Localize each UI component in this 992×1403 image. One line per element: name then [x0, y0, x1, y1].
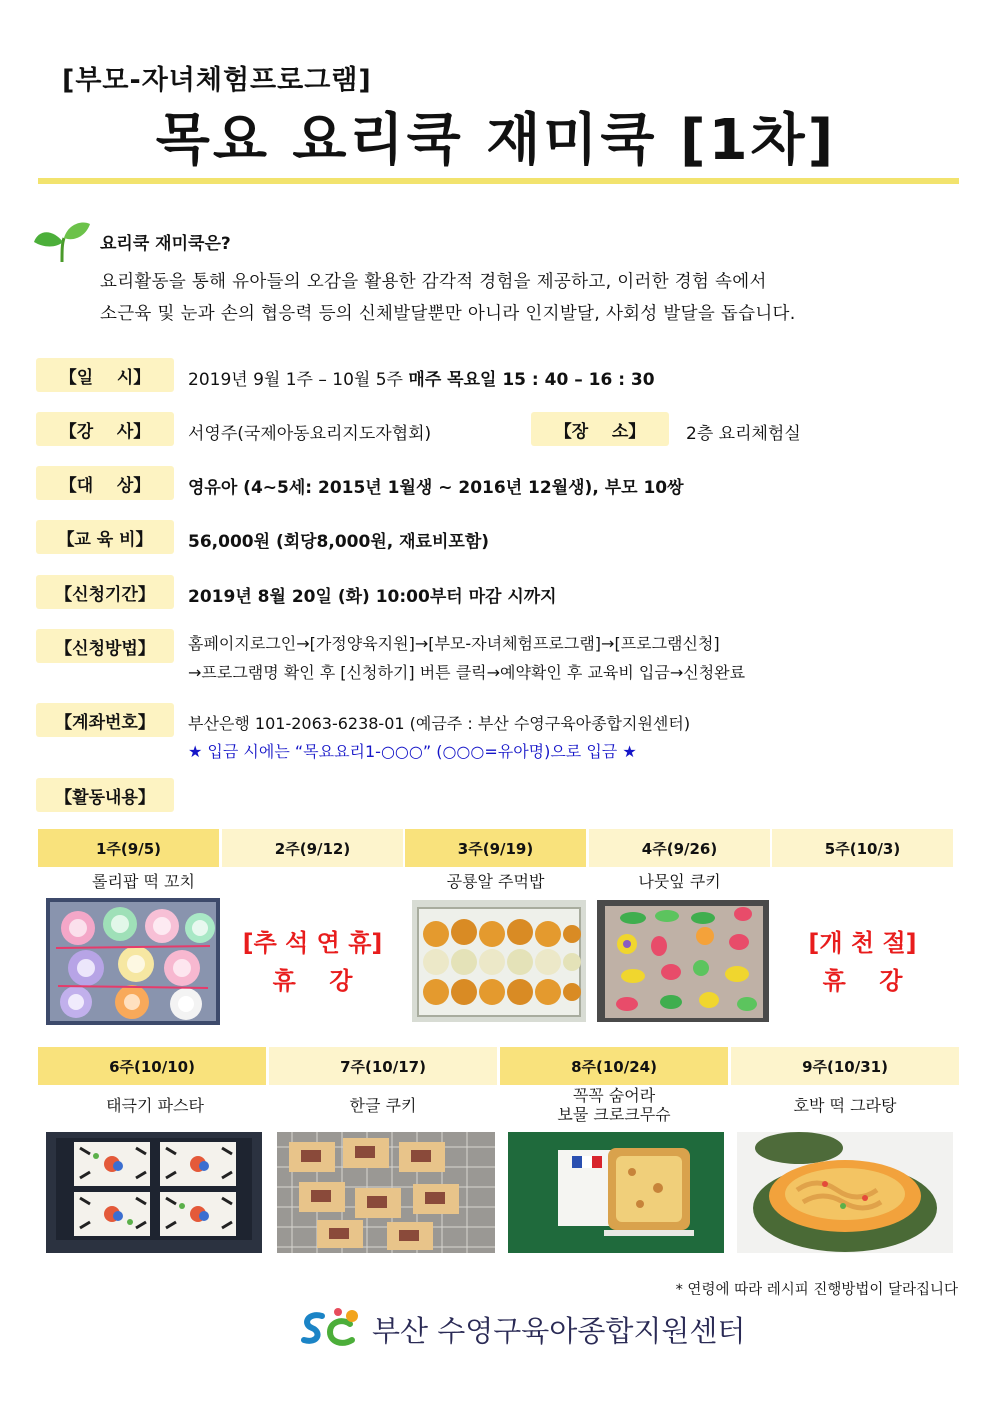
program-category: [부모-자녀체험프로그램] [62, 65, 372, 96]
schedule-value [188, 365, 655, 390]
instructor-label: 【강 사】 [36, 412, 174, 446]
method-label: 【신청방법】 [36, 629, 174, 663]
intro-line-2: 소근육 및 눈과 손의 협응력 등의 신체발달뿐만 아니라 인지발달, 사회성 발달을 돕습니다. [100, 304, 796, 324]
place-value: 2층 요리체험실 [686, 424, 801, 444]
week-5-header: 5주(10/3) [772, 829, 953, 867]
place-label: 【장 소】 [531, 412, 669, 446]
activity-label: 【활동내용】 [36, 778, 174, 812]
sprout-icon [32, 220, 92, 264]
fee-value: 56,000원 (회당8,000원, 재료비포함) [188, 532, 490, 552]
center-name: 부산 수영구육아종합지원센터 [372, 1314, 746, 1348]
account-label: 【계좌번호】 [36, 703, 174, 737]
week-2-header: 2주(9/12) [222, 829, 403, 867]
week-3-dish: 공룡알 주먹밥 [446, 872, 545, 891]
rice-ball-photo [412, 900, 586, 1022]
week-7-header: 7주(10/17) [269, 1047, 497, 1085]
intro-heading: 요리쿡 재미쿡은? [100, 234, 231, 254]
week-2-holiday: [추 석 연 휴] 휴 강 [242, 929, 383, 995]
week-9-dish: 호박 떡 그라탕 [793, 1096, 897, 1115]
schedule-dates: 2019년 9월 1주 – 10월 5주 [188, 370, 409, 390]
week-8-dish-line-2: 보물 크로크무슈 [557, 1105, 671, 1124]
croque-monsieur-photo [508, 1132, 724, 1253]
week-6-dish: 태극기 파스타 [106, 1096, 204, 1115]
account-deposit-note: ★ 입금 시에는 “목요요리1-○○○” (○○○=유아명)으로 입금 ★ [188, 742, 637, 761]
week-8-header: 8주(10/24) [500, 1047, 728, 1085]
schedule-time: 매주 목요일 15 : 40 – 16 : 30 [408, 370, 655, 390]
target-value: 영유아 (4~5세: 2015년 1월생 ~ 2016년 12월생), 부모 10쌍 [188, 478, 684, 498]
lollipop-rice-cake-photo [46, 898, 220, 1025]
method-line-1: 홈페이지로그인→[가정양육지원]→[부모-자녀체험프로그램]→[프로그램신청] [188, 634, 720, 653]
week-7-dish: 한글 쿠키 [349, 1096, 417, 1115]
pumpkin-gratin-photo [737, 1132, 953, 1253]
week-5-holiday: [개 천 절] 휴 강 [808, 929, 917, 995]
recipe-note: * 연령에 따라 레시피 진행방법이 달라집니다 [675, 1282, 958, 1298]
account-line-1: 부산은행 101-2063-6238-01 (예금주 : 부산 수영구육아종합지원센터) [188, 714, 691, 733]
week-3-header: 3주(9/19) [405, 829, 586, 867]
week-4-header: 4주(9/26) [589, 829, 770, 867]
leaf-cookie-photo [597, 900, 769, 1022]
schedule-label: 【일 시】 [36, 358, 174, 392]
taegukgi-pasta-photo [46, 1132, 262, 1253]
week-1-dish: 롤리팝 떡 꼬치 [92, 872, 195, 891]
week-6-header: 6주(10/10) [38, 1047, 266, 1085]
page-title: 목요 요리쿡 재미쿡 [1차] [155, 108, 837, 173]
week-1-header: 1주(9/5) [38, 829, 219, 867]
week-4-dish: 나뭇잎 쿠키 [638, 872, 721, 891]
instructor-value: 서영주(국제아동요리지도자협회) [188, 424, 432, 444]
target-label: 【대 상】 [36, 466, 174, 500]
period-value: 2019년 8월 20일 (화) 10:00부터 마감 시까지 [188, 587, 557, 607]
method-line-2: →프로그램명 확인 후 [신청하기] 버튼 클릭→예약확인 후 교육비 입금→신청완료 [188, 663, 746, 682]
title-underline [38, 178, 959, 184]
period-label: 【신청기간】 [36, 575, 174, 609]
fee-label: 【교 육 비】 [36, 520, 174, 554]
hangul-cookie-photo [277, 1132, 495, 1253]
week-8-dish-line-1: 꼭꼭 숨어라 [572, 1086, 656, 1105]
intro-line-1: 요리활동을 통해 유아들의 오감을 활용한 감각적 경험을 제공하고, 이러한 경험 속에서 [100, 272, 767, 292]
center-logo-icon [298, 1306, 364, 1350]
week-9-header: 9주(10/31) [731, 1047, 959, 1085]
